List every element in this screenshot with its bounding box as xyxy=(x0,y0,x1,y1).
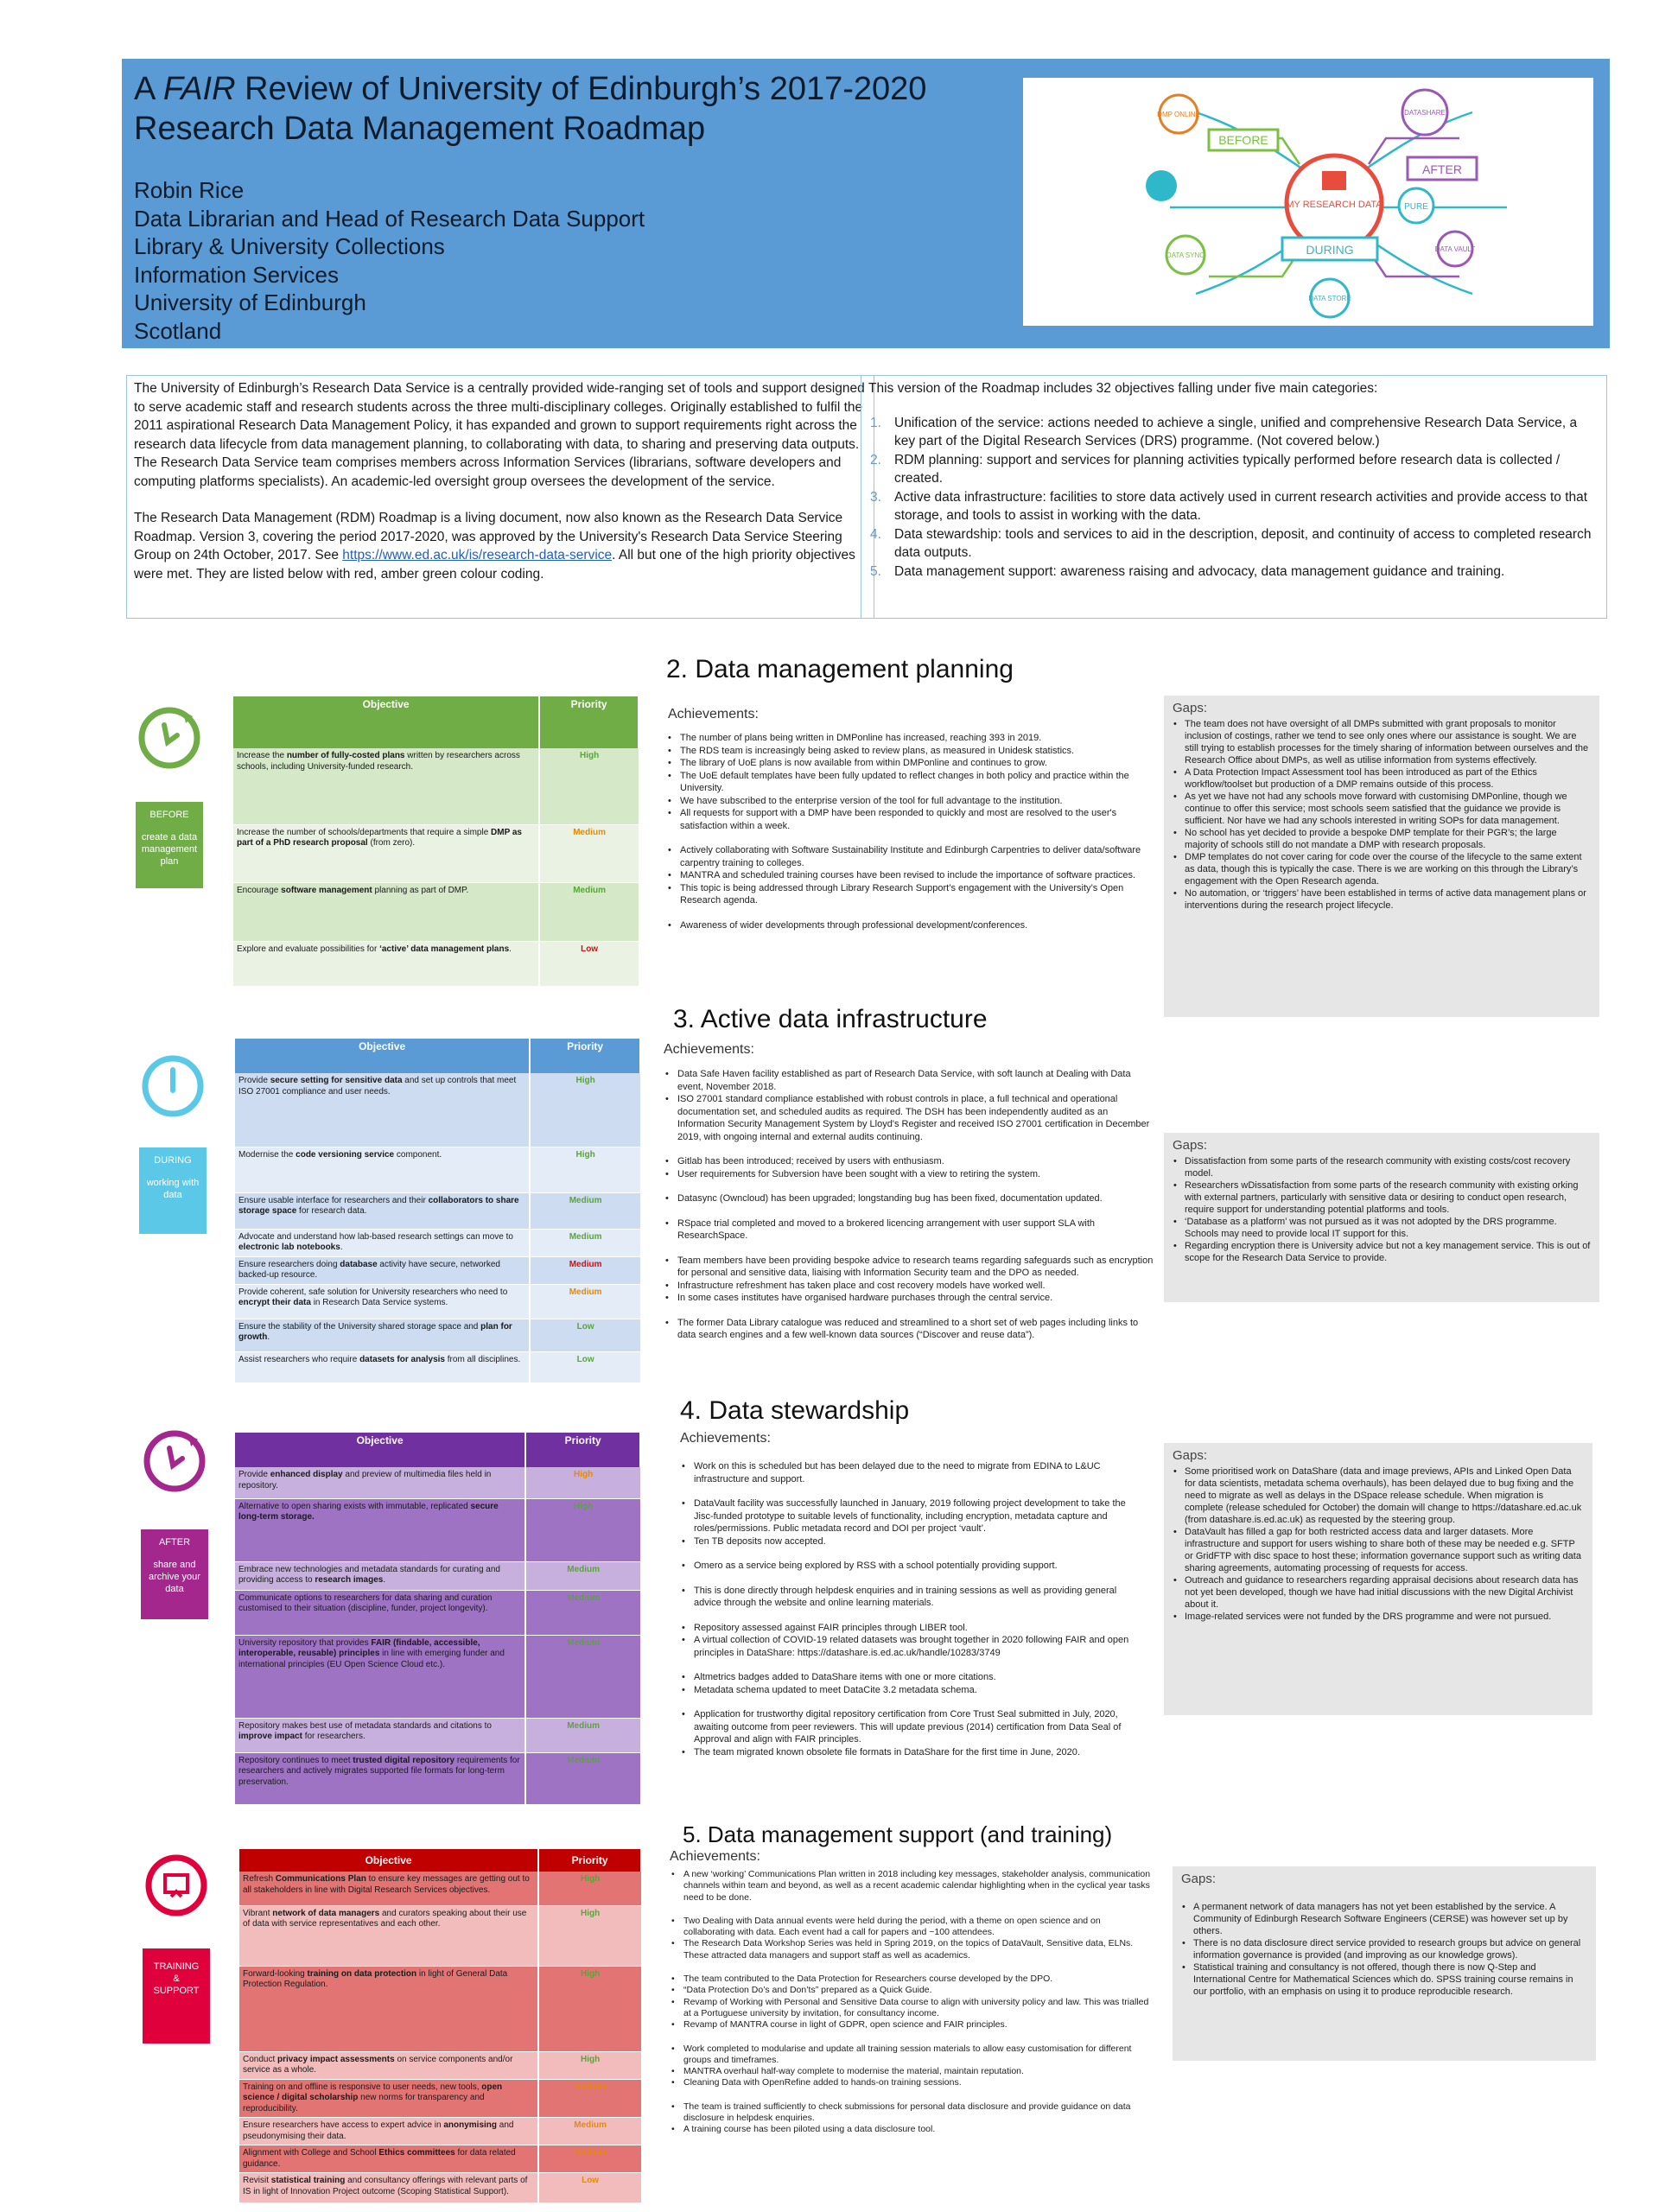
category-item: 1. Unification of the service: actions needed to achieve a single, unified and comprehensive Research Data Service, a key part of the Digital Research Services (DRS) programme. (Not covered below.) xyxy=(870,415,1578,448)
list-item: • User requirements for Subversion have been sought with a view to retiring the system. xyxy=(664,1168,1156,1181)
svg-text:DURING: DURING xyxy=(1306,243,1354,257)
gap-item: • A Data Protection Impact Assessment tool has been introduced as part of the Ethics workflow/toolset but production of a DMP remains outside of this process. xyxy=(1173,766,1591,791)
list-item: • This is done directly through helpdesk enquiries and in training sessions as well as providing general advice through the website and online learning materials. xyxy=(680,1585,1143,1610)
intro-paragraph-1: The University of Edinburgh’s Research Data Service is a centrally provided wide-ranging set of tools and support designed to serve academic staff and research students across the three multi-disciplinary colleges. Originally established to fulfil the 2011 aspirational Research Data Management Policy, it has expanded and grown to support requirements right across the research data lifecycle from data management planning, to collaborating with data, to sharing and preserving data outputs. The Research Data Service team comprises members across Information Services (librarians, software developers and computing platforms specialists). An academic-led oversight group oversees the development of the service. xyxy=(134,381,865,489)
svg-text:AFTER: AFTER xyxy=(1422,162,1462,176)
list-item: • The UoE default templates have been fully updated to reflect changes in both policy and practice within the University. xyxy=(666,770,1155,795)
svg-text:DATA STORE: DATA STORE xyxy=(1308,295,1351,302)
list-item: • Team members have been providing bespoke advice to research teams regarding safeguards such as encryption for personal and sensitive data, liaising with Information Security team and the DPO as needed. xyxy=(664,1255,1156,1280)
list-item: • Two Dealing with Data annual events were held during the period, with a theme on open science and on collaborating with data. Each event had a call for papers and ~100 attendees. xyxy=(670,1916,1154,1939)
gaps-box-planning xyxy=(1164,696,1599,1017)
section-title-stewardship: 4. Data stewardship xyxy=(680,1396,910,1425)
gaps-box-stewardship xyxy=(1164,1443,1592,1715)
table-row: Explore and evaluate possibilities for ‘active’ data management plans. Low xyxy=(233,941,639,986)
list-item: • Metadata schema updated to meet DataCite 3.2 metadata schema. xyxy=(680,1684,1143,1697)
achievements-label: Achievements: xyxy=(670,1849,760,1864)
gap-item: • No automation, or ‘triggers’ have been established in terms of active data management plans or interventions during the research project lifecycle. xyxy=(1173,887,1591,912)
list-item: • Repository assessed against FAIR principles through LIBER tool. xyxy=(680,1622,1143,1635)
list-item: • Actively collaborating with Software Sustainability Institute and Edinburgh Carpentries to deliver data/software carpentry training to colleges. xyxy=(666,844,1155,869)
section-title-active: 3. Active data infrastructure xyxy=(673,1005,988,1033)
badge-during xyxy=(139,1147,207,1234)
badge-subtitle: create a data management plan xyxy=(141,832,198,867)
presentation-icon xyxy=(143,1852,210,1919)
gap-item: • Statistical training and consultancy is not offered, though there is now Q-Step and International Centre for Mathematical Sciences which do. SPSS training course remains in our portfolio, with an emphasis on using it to produce reproducible research. xyxy=(1181,1961,1587,1998)
gaps-title: Gaps: xyxy=(1173,1138,1208,1153)
list-item: • Datasync (Owncloud) has been upgraded; longstanding bug has been fixed, documentation updated. xyxy=(664,1192,1156,1205)
author-country: Scotland xyxy=(134,317,222,344)
gaps-box-support xyxy=(1173,1866,1596,2061)
gap-item: • DataVault has filled a gap for both restricted access data and larger datasets. More infrastructure and support for users wishing to share both of these may be needed e.g. SFTP or GridFTP with disc space to host these; information governance support such as writing data sharing agreements, automating processing of requests for access. xyxy=(1173,1526,1584,1574)
svg-text:PURE: PURE xyxy=(1404,202,1428,212)
achievements-label: Achievements: xyxy=(668,707,759,721)
gap-item: • Researchers wDissatisfaction from some parts of the research community with existing orking with external partners, particularly with sensitive data or desiring to conduct open research, require support for understanding potential platforms and tools. xyxy=(1173,1179,1591,1216)
author-dept: Library & University Collections xyxy=(134,233,445,259)
table-row: Forward-looking training on data protection in light of General Data Protection Regulation. High xyxy=(239,1966,641,2051)
list-item: • RSpace trial completed and moved to a brokered licencing arrangement with user support SLA with ResearchSpace. xyxy=(664,1217,1156,1243)
table-row: Conduct privacy impact assessments on service components and/or service as a whole. High xyxy=(239,2051,641,2079)
list-item: • Gitlab has been introduced; received by users with enthusiasm. xyxy=(664,1155,1156,1168)
col-objective: Objective xyxy=(235,1433,525,1467)
author-role: Data Librarian and Head of Research Data Support xyxy=(134,205,645,232)
list-item: • The team is trained sufficiently to check submissions for personal data disclosure and provide guidance on data disclosure in helpdesk enquiries. xyxy=(670,2101,1154,2125)
list-item: • Work completed to modularise and update all training session materials to allow easy customisation for different groups and timeframes. xyxy=(670,2044,1154,2067)
intro-right-box xyxy=(861,375,1607,619)
gaps-box-active xyxy=(1164,1133,1599,1302)
svg-text:BEFORE: BEFORE xyxy=(1218,133,1268,147)
gap-item: • As yet we have not had any schools move forward with customising DMPonline, though we continue to offer this service; most schools seem satisfied that the guidance we provide is sufficient. Nor have we had any schools interested in writing SOPs for data management. xyxy=(1173,791,1591,827)
category-item: 4. Data stewardship: tools and services to aid in the description, deposit, and continuity of access to completed research data outputs. xyxy=(870,526,1592,560)
achievements-list-stewardship xyxy=(680,1460,1143,1758)
list-item: • Application for trustworthy digital repository certification from Core Trust Seal submitted in July, 2020, awaiting outcome from peer reviewers. This will update previous (2014) certification from Data Seal of Approval and align with FAIR principles. xyxy=(680,1708,1143,1746)
intro-paragraph-2 xyxy=(134,509,867,583)
list-item: • The library of UoE plans is now available from within DMPonline and continues to grow. xyxy=(666,757,1155,770)
list-item: • MANTRA overhaul half-way complete to modernise the material, maintain reputation. xyxy=(670,2066,1154,2077)
list-item: • The team migrated known obsolete file formats in DataShare for the first time in June, 2020. xyxy=(680,1746,1143,1759)
title-line-2: Research Data Management Roadmap xyxy=(134,111,706,147)
table-row: Ensure researchers doing database activity have secure, networked backed-up resource. Medium xyxy=(235,1256,640,1284)
gap-item: • A permanent network of data managers has not yet been established by the service. A Community of Edinburgh Research Software Engineers (CERSE) was however set up by others. xyxy=(1181,1901,1587,1937)
list-item: • A training course has been piloted using a data disclosure tool. xyxy=(670,2124,1154,2135)
clock-arrow-icon xyxy=(136,704,203,772)
table-row: Alignment with College and School Ethics committees for data related guidance. Medium xyxy=(239,2145,641,2173)
list-item: • Awareness of wider developments through professional development/conferences. xyxy=(666,919,1155,932)
badge-title: AFTER xyxy=(158,1537,191,1548)
list-item: • Infrastructure refreshment has taken place and cost recovery models have worked well. xyxy=(664,1280,1156,1293)
gap-item: • Outreach and guidance to researchers regarding appraisal decisions about research data has not yet been developed, though we have had initial discussions with the new Digital Archivist about it. xyxy=(1173,1574,1584,1611)
table-row: Increase the number of fully-costed plans written by researchers across schools, including University-funded research. High xyxy=(233,748,639,824)
categories-lead: This version of the Roadmap includes 32 objectives falling under five main categories: xyxy=(868,381,1378,396)
list-item: • All requests for support with a DMP have been responded to quickly and most are resolved to the user's satisfaction within a week. xyxy=(666,807,1155,832)
section-title-planning: 2. Data management planning xyxy=(666,655,1014,683)
table-row: Ensure usable interface for researchers and their collaborators to share storage space for research data. Medium xyxy=(235,1192,640,1229)
header-banner xyxy=(122,59,1610,348)
list-item: • We have subscribed to the enterprise version of the tool for full advantage to the institution. xyxy=(666,795,1155,808)
table-row: Ensure the stability of the University shared storage space and plan for growth. Low xyxy=(235,1319,640,1351)
col-priority: Priority xyxy=(525,1433,640,1467)
table-row: Alternative to open sharing exists with immutable, replicated secure long-term storage. High xyxy=(235,1498,640,1561)
col-objective: Objective xyxy=(235,1039,530,1073)
list-item: • The Research Data Workshop Series was held in Spring 2019, on the topics of DataVault, Sensitive data, ELNs. These attracted data managers and support staff as well as academics. xyxy=(670,1938,1154,1961)
col-objective: Objective xyxy=(239,1849,538,1872)
col-objective: Objective xyxy=(233,696,539,748)
table-row: Vibrant network of data managers and curators speaking about their use of data with service representatives and each other. High xyxy=(239,1905,641,1966)
gaps-title: Gaps: xyxy=(1173,1448,1208,1463)
badge-after xyxy=(141,1529,208,1619)
gap-item: • There is no data disclosure direct service provided to research groups but advice on general information governance is provided (and improving as our knowledge grows). xyxy=(1181,1937,1587,1961)
svg-text:DATASHARE: DATASHARE xyxy=(1404,109,1446,117)
category-item: 5. Data management support: awareness raising and advocacy, data management guidance and training. xyxy=(870,563,1505,579)
table-row: Assist researchers who require datasets for analysis from all disciplines. Low xyxy=(235,1351,640,1382)
section-title-support: 5. Data management support (and training) xyxy=(683,1821,1113,1847)
svg-text:MY RESEARCH DATA: MY RESEARCH DATA xyxy=(1286,200,1382,210)
list-item: • The RDS team is increasingly being asked to review plans, as measured in Unidesk statistics. xyxy=(666,745,1155,758)
intro-left-box xyxy=(126,375,874,619)
table-row: Provide secure setting for sensitive data and set up controls that meet ISO 27001 compliance and user needs. High xyxy=(235,1073,640,1147)
table-row: Provide enhanced display and preview of multimedia files held in repository. High xyxy=(235,1467,640,1498)
col-priority: Priority xyxy=(539,696,639,748)
lifecycle-graphic xyxy=(1023,78,1593,326)
achievements-list-planning xyxy=(666,732,1155,931)
title-part: Review of University of Edinburgh’s 2017-2020 xyxy=(235,71,927,107)
gap-item: • No school has yet decided to provide a bespoke DMP template for their PGR’s; the large majority of schools still do not mandate a DMP with research proposals. xyxy=(1173,827,1591,851)
gap-item: • The team does not have oversight of all DMPs submitted with grant proposals to monitor inclusion of costings, rather we tend to see only ones where our assistance is sought. We are still trying to establish processes for the timely sharing of information between ourselves and the Research Office about DMPs, as well as utilise information from systems effectively. xyxy=(1173,718,1591,766)
objectives-table-active xyxy=(235,1039,641,1383)
clock-down-icon xyxy=(139,1052,207,1120)
categories-list xyxy=(868,414,1599,582)
list-item: • Cleaning Data with OpenRefine added to hands-on training sessions. xyxy=(670,2077,1154,2088)
title-part: A xyxy=(134,71,163,107)
achievements-list-active xyxy=(664,1068,1156,1342)
intro-text: The Research Data Management (RDM) Roadmap is a living document, now also known as the Research Data Service Roadmap. Version 3, covering the period 2017-2020, was approved by the University's Research Data Service Steering Group on 24th October, 2017. See xyxy=(134,511,843,563)
gap-item: • ‘Database as a platform’ was not pursued as it was not adopted by the DRS programme. Schools may need to provide local IT support for this. xyxy=(1173,1216,1591,1240)
achievements-label: Achievements: xyxy=(664,1042,754,1057)
gap-item: • Dissatisfaction from some parts of the research community with existing costs/cost recovery model. xyxy=(1173,1155,1591,1179)
badge-ampersand: & xyxy=(173,1974,180,1984)
poster-title xyxy=(134,69,998,149)
intro-text: . All but one of the high priority objectives were met. They are listed below with red, amber green colour coding. xyxy=(134,548,855,582)
badge-before xyxy=(136,802,203,888)
list-item: • DataVault facility was successfully launched in January, 2019 following project development to take the Jisc-funded prototype to suitable levels of functionality, including encryption, metadata capture and roles/permissions. Public metadata record and DOI per project ‘vault’. xyxy=(680,1497,1143,1535)
list-item: • Revamp of Working with Personal and Sensitive Data course to align with university policy and law. This was trialled at a Portuguese university by invitation, for consultancy income. xyxy=(670,1997,1154,2020)
list-item: • Ten TB deposits now accepted. xyxy=(680,1535,1143,1548)
list-item: • Altmetrics badges added to DataShare items with one or more citations. xyxy=(680,1671,1143,1684)
list-item: • Data Safe Haven facility established as part of Research Data Service, with soft launch at Dealing with Data event, November 2018. xyxy=(664,1068,1156,1093)
table-row: Encourage software management planning as part of DMP. Medium xyxy=(233,882,639,941)
table-row: Communicate options to researchers for data sharing and curation customised to their situation (discipline, funder, project longevity). Medium xyxy=(235,1590,640,1635)
list-item: • MANTRA and scheduled training courses have been revised to include the importance of software practices. xyxy=(666,869,1155,882)
author-university: University of Edinburgh xyxy=(134,289,366,315)
table-row: University repository that provides FAIR (findable, accessible, interoperable, reusable) principles in line with emerging funder and international principles (EU Open Science Cloud etc.). Medium xyxy=(235,1635,640,1718)
objectives-table-support xyxy=(239,1849,642,2203)
objectives-table-planning xyxy=(233,696,639,987)
list-item: • Revamp of MANTRA course in light of GDPR, open science and FAIR principles. xyxy=(670,2019,1154,2031)
gap-item: • DMP templates do not cover caring for code over the course of the lifecycle to the same extent as data, though this is typically the case. There is we are working on this through the Library’s engagement with the Open Research agenda. xyxy=(1173,851,1591,887)
list-item: • Work on this is scheduled but has been delayed due to the need to migrate from EDINA to L&UC infrastructure and support. xyxy=(680,1460,1143,1485)
table-row: Provide coherent, safe solution for University researchers who need to encrypt their data in Research Data Service systems. Medium xyxy=(235,1284,640,1319)
achievements-list-support xyxy=(670,1869,1154,2136)
col-priority: Priority xyxy=(538,1849,641,1872)
svg-text:DATA VAULT: DATA VAULT xyxy=(1434,245,1476,253)
gaps-title: Gaps: xyxy=(1173,701,1208,715)
list-item: • In some cases institutes have organised hardware purchases through the central service. xyxy=(664,1292,1156,1305)
list-item: • A virtual collection of COVID-19 related datasets was brought together in 2020 following FAIR and open principles in DataShare: https://datashare.is.ed.ac.uk/handle/10283/3749 xyxy=(680,1634,1143,1659)
table-row: Repository continues to meet trusted digital repository requirements for researchers and actively migrates supported file formats for long-term preservation. Medium xyxy=(235,1752,640,1804)
list-item: • The former Data Library catalogue was reduced and streamlined to a short set of web pages including links to data search engines and a few well-known data sources (“Discover and reuse data”). xyxy=(664,1317,1156,1342)
gaps-title: Gaps: xyxy=(1181,1872,1217,1886)
gap-item: • Some prioritised work on DataShare (data and image previews, APIs and Linked Open Data for data scientists, metadata schema overhauls), has been delayed due to bug fixing and the need to migrate as well as delays in the DSpace release schedule. When migration is complete (release scheduled for October) the domain will change to https://datashare.ed.ac.uk (from datashare.is.ed.ac.uk) as requested by the steering group. xyxy=(1173,1465,1584,1526)
category-item: 2. RDM planning: support and services for planning activities typically performed before research data is collected / created. xyxy=(870,452,1560,486)
badge-title: BEFORE xyxy=(149,810,189,820)
table-row: Increase the number of schools/departments that require a simple DMP as part of a PhD research proposal (from zero). Medium xyxy=(233,824,639,882)
badge-subtitle: share and archive your data xyxy=(149,1560,200,1594)
badge-title: TRAINING xyxy=(153,1961,200,1972)
table-row: Revisit statistical training and consultancy offerings with relevant parts of IS in light of Innovation Project outcome (Scoping Statistical Support). Low xyxy=(239,2173,641,2203)
gap-item: • Image-related services were not funded by the DRS programme and were not pursued. xyxy=(1173,1611,1584,1623)
achievements-label: Achievements: xyxy=(680,1431,771,1446)
table-row: Advocate and understand how lab-based research settings can move to electronic lab notebooks. Medium xyxy=(235,1229,640,1256)
badge-training xyxy=(143,1948,210,2044)
list-item: • This topic is being addressed through Library Research Support’s engagement with the University’s Open Research agenda. xyxy=(666,882,1155,907)
list-item: • Omero as a service being explored by RSS with a school potentially providing support. xyxy=(680,1560,1143,1573)
rds-link[interactable]: https://www.ed.ac.uk/is/research-data-service xyxy=(342,548,613,563)
badge-title: DURING xyxy=(154,1155,192,1166)
clock-arrow-purple-icon xyxy=(141,1427,208,1495)
svg-text:DATA SYNC: DATA SYNC xyxy=(1166,251,1205,259)
list-item: • The number of plans being written in DMPonline has increased, reaching 393 in 2019. xyxy=(666,732,1155,745)
lifecycle-diagram-icon xyxy=(1023,78,1593,326)
gap-item: • Regarding encryption there is University advice but not a key management service. This is out of scope for the Research Data Service to provide. xyxy=(1173,1240,1591,1264)
category-item: 3. Active data infrastructure: facilities to store data actively used in current research activities and provide access to that storage, and tools to assist in working with the data. xyxy=(870,489,1588,523)
author-division: Information Services xyxy=(134,261,339,288)
table-row: Ensure researchers have access to expert advice in anonymising and pseudonymising their data. Medium xyxy=(239,2118,641,2145)
objectives-table-stewardship xyxy=(235,1433,641,1805)
table-row: Repository makes best use of metadata standards and citations to improve impact for researchers. Medium xyxy=(235,1718,640,1752)
table-row: Modernise the code versioning service component. High xyxy=(235,1147,640,1192)
list-item: • A new ‘working’ Communications Plan written in 2018 including key messages, stakeholder analysis, communication channels within team and beyond, as well as a recent academic calendar highlighting when in the cyclical year tasks need to be done. xyxy=(670,1869,1154,1904)
col-priority: Priority xyxy=(530,1039,640,1073)
svg-text:DMP ONLINE: DMP ONLINE xyxy=(1157,111,1200,118)
list-item: • The team contributed to the Data Protection for Researchers course developed by the DPO. xyxy=(670,1974,1154,1985)
list-item: • “Data Protection Do’s and Don’ts” prepared as a Quick Guide. xyxy=(670,1985,1154,1996)
table-row: Refresh Communications Plan to ensure key messages are getting out to all stakeholders in line with Digital Research Services objectives. High xyxy=(239,1872,641,1905)
title-emphasis: FAIR xyxy=(162,71,236,107)
author-name: Robin Rice xyxy=(134,177,245,203)
table-row: Training on and offline is responsive to user needs, new tools, open science / digital scholarship new norms for transparency and reproducibility. Medium xyxy=(239,2079,641,2118)
table-row: Embrace new technologies and metadata standards for curating and providing access to research images. Medium xyxy=(235,1561,640,1590)
author-block xyxy=(134,176,645,345)
list-item: • ISO 27001 standard compliance established with robust controls in place, a full technical and operational documentation set, and scheduled audits as required. The DSH has been independently audited as an Information Security Management System by Lloyd's Register and received ISO 27001 certification in December 2019, with ongoing internal and external audits continuing. xyxy=(664,1093,1156,1143)
badge-subtitle: working with data xyxy=(146,1178,200,1200)
badge-subtitle: SUPPORT xyxy=(153,1986,200,1996)
